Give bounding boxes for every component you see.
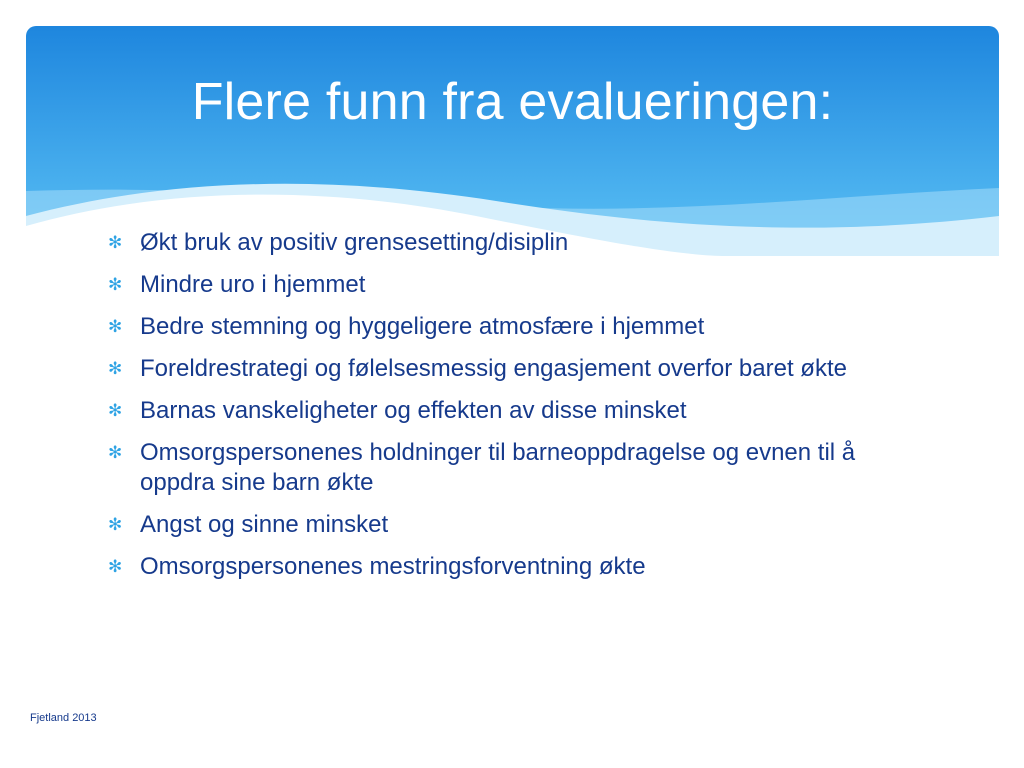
- bullet-item: [108, 312, 928, 342]
- asterisk-bullet-icon: ✻: [108, 443, 123, 462]
- bullet-item: [108, 354, 928, 384]
- bullet-text: Barnas vanskeligheter og effekten av disse minsket: [140, 397, 687, 424]
- asterisk-bullet-icon: ✻: [108, 317, 123, 336]
- bullet-text: Foreldrestrategi og følelsesmessig engasjement overfor baret økte: [140, 355, 847, 382]
- bullet-item: [108, 438, 928, 498]
- bullet-text: Omsorgspersonenes holdninger til barneoppdragelse og evnen til å oppdra sine barn økte: [140, 439, 856, 496]
- asterisk-bullet-icon: ✻: [108, 233, 123, 252]
- bullet-list: [108, 228, 928, 594]
- bullet-text: Angst og sinne minsket: [140, 511, 389, 538]
- bullet-text: Økt bruk av positiv grensesetting/disiplin: [140, 229, 569, 256]
- asterisk-bullet-icon: ✻: [108, 275, 123, 294]
- header-banner: [26, 26, 999, 256]
- asterisk-bullet-icon: ✻: [108, 515, 123, 534]
- asterisk-bullet-icon: ✻: [108, 557, 123, 576]
- bullet-item: [108, 552, 928, 582]
- bullet-text: Mindre uro i hjemmet: [140, 271, 366, 298]
- bullet-item: [108, 510, 928, 540]
- bullet-item: [108, 396, 928, 426]
- bullet-text: Omsorgspersonenes mestringsforventning økte: [140, 553, 646, 580]
- bullet-item: [108, 270, 928, 300]
- bullet-text: Bedre stemning og hyggeligere atmosfære i hjemmet: [140, 313, 705, 340]
- bullet-item: [108, 228, 928, 258]
- asterisk-bullet-icon: ✻: [108, 359, 123, 378]
- slide-title: Flere funn fra evalueringen:: [191, 73, 834, 131]
- footer-credit: Fjetland 2013: [30, 712, 97, 724]
- asterisk-bullet-icon: ✻: [108, 401, 123, 420]
- header-background: [26, 26, 999, 256]
